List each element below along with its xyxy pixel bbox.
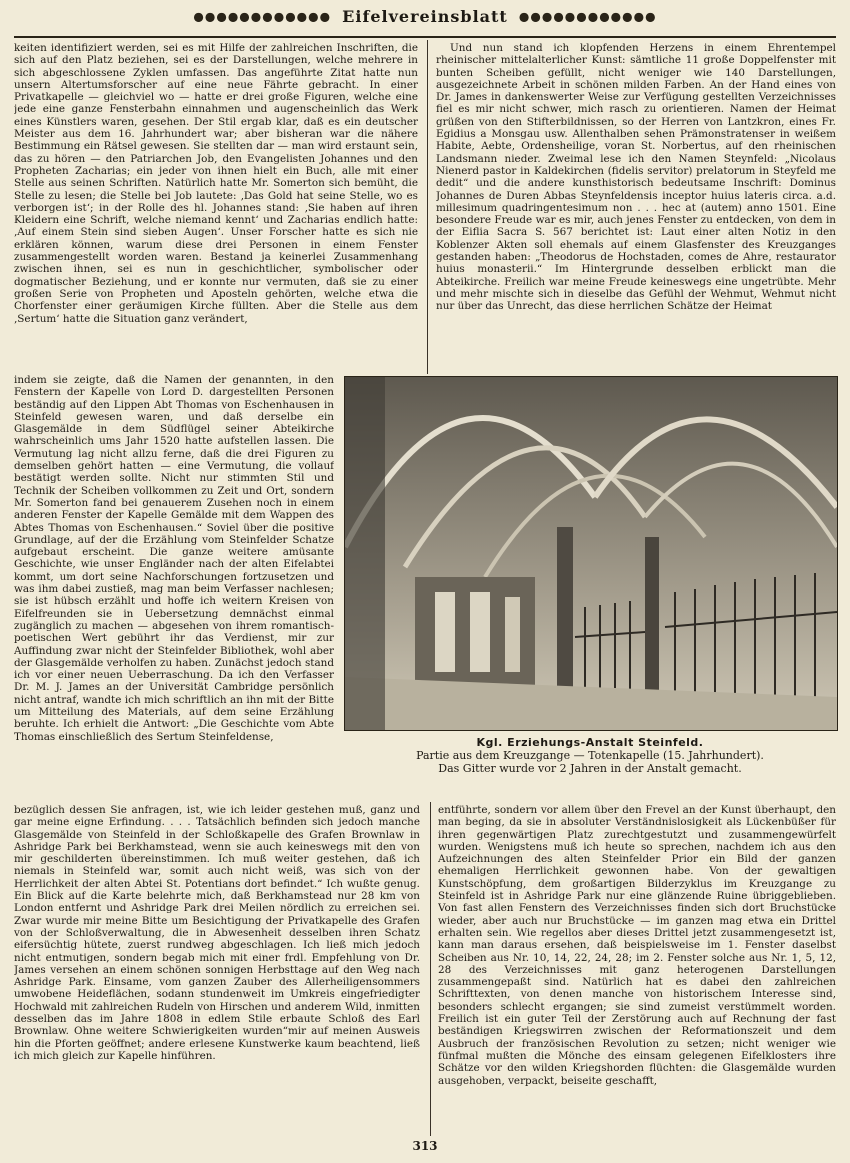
left-column-bottom: [14, 804, 420, 1130]
caption-line: Partie aus dem Kreuzgange — Totenkapelle (15. Jahrhundert).: [416, 749, 764, 762]
left-column-top: [14, 42, 418, 372]
journal-title: Eifelvereinsblatt: [342, 7, 508, 26]
page-header: [0, 6, 850, 34]
paragraph: entführte, sondern vor allem über den Frevel an der Kunst überhaupt, den man beging, da sie in absoluter Verständnislosigkeit als Lückenbüßer für ihren gegenwärtigen Platz zurechtgestutzt und zusammengewürfelt wurden. Wenigstens muß ich heute so sprechen, nachdem ich aus den Aufzeichnungen des alten Steinfelder Prior ein Bild der ganzen ehemaligen Herrlichkeit gewonnen habe. Von der gewaltigen Kunstschöpfung, dem großartigen Bilderzyklus im Kreuzgange zu Steinfeld ist in Ashridge Park nur eine glänzende Ruine übriggeblieben. Von fast allen Fenstern des Verzeichnisses finden sich dort Bruchstücke wieder, aber auch nur Bruchstücke — im ganzen mag etwa ein Drittel erhalten sein. Wie regellos aber dieses Drittel jetzt zusammengesetzt ist, kann man daraus ersehen, daß beispielsweise im 1. Fenster daselbst Scheiben aus Nr. 10, 14, 22, 24, 28; im 2. Fenster solche aus Nr. 1, 5, 12, 28 des Verzeichnisses mit ganz heterogenen Darstellungen zusammengepaßt sind. Natürlich hat es dabei den zahlreichen Schrifttexten, von denen manche von historischem Interesse sind, besonders schlecht ergangen; sie sind zumeist verstümmelt worden. Freilich ist ein guter Teil der Zerstörung auch auf Rechnung der fast beständigen Kriegswirren zwischen der Reformationszeit und dem Ausbruch der französischen Revolution zu setzen; nicht weniger wie fünfmal mußten die Mönche des einsam gelegenen Eifelklosters ihre Schätze vor den wilden Kriegshorden flüchten: die Glasgemälde wurden ausgehoben, verpackt, beiseite geschafft,: [438, 804, 836, 1087]
left-column-middle: [14, 374, 334, 804]
column-divider-bottom: [430, 802, 431, 1136]
paragraph: keiten identifiziert werden, sei es mit Hilfe der zahlreichen Inschriften, die sich auf den Platz beziehen, sei es der Darstellungen, welche mehrere in sich abgeschlossene Zyklen umfassen. Das angeführte Zitat hatte nun unsern Altertumsforscher auf eine neue Fährte gebracht. In einer Privatkapelle — gleichviel wo — hatte er drei große Figuren, welche eine jede eine ganze Fensterbahn einnahmen und augenscheinlich das Werk eines Künstlers waren, gesehen. Der Stil ergab klar, daß es ein deutscher Meister aus dem 16. Jahrhundert war; aber bisheran war die nähere Bestimmung ein Rätsel gewesen. Sie stellten dar — man wird erstaunt sein, das zu hören — den Patriarchen Job, den Evangelisten Johannes und den Propheten Zacharias; ein jeder von ihnen hielt ein Buch, alle mit einer Stelle aus seinen Schriften. Natürlich hatte Mr. Somerton sich bemüht, die Stelle zu lesen; die Stelle bei Job lautete: ‚Das Gold hat seine Stelle, wo es verborgen ist‘; in der Rolle des hl. Johannes stand: ‚Sie haben auf ihren Kleidern eine Schrift, welche niemand kennt‘ und Zacharias endlich hatte: ‚Auf einem Stein sind sieben Augen‘. Unser Forscher hatte es sich nie erklären können, warum diese drei Personen in einem Fenster zusammengestellt worden waren. Bestand ja keinerlei Zusammenhang zwischen ihnen, sei es nun in geschichtlicher, symbolischer oder dogmatischer Beziehung, und er konnte nur vermuten, daß sie zu einer großen Serie von Propheten und Aposteln gehörten, welche etwa die Chorfenster einer geräumigen Kirche füllten. Aber die Stelle aus dem ‚Sertum‘ hatte die Situation ganz verändert,: [14, 42, 418, 325]
caption-line: Das Gitter wurde vor 2 Jahren in der Anstalt gemacht.: [438, 762, 742, 775]
paragraph: Und nun stand ich klopfenden Herzens in einem Ehrentempel rheinischer mittelalterlicher Kunst: sämtliche 11 große Doppelfenster mit bunten Scheiben gefüllt, nicht weniger wie 140 Darstellungen, ausgezeichnete Arbeit in schönen milden Farben. An der Hand eines von Dr. James in dankenswerter Weise zur Verfügung gestellten Verzeichnisses fiel es mir nicht schwer, mich rasch zu orientieren. Namen der Heimat grüßen von den Stifterbildnissen, so der Herren von Lantzkron, eines Fr. Egidius a Monsgau usw. Allenthalben sehen Prämonstratenser in weißem Habite, Aebte, Ordensheilige, voran St. Norbertus, auf den rheinischen Landsmann nieder. Zweimal lese ich den Namen Steynfeld: „Nicolaus Nienerd pastor in Kaldekirchen (fidelis servitor) prelatorum in Steyfeld me dedit“ und die andere kunsthistorisch bedeutsame Inschrift: Dominus Johannes de Duren Abbas Steynfeldensis inceptor huius lateris circa. a.d. millesimum quadringentesimum non . . . hec at (autem) anno 1501. Eine besondere Freude war es mir, auch jenes Fenster zu entdecken, von dem in der Eiflia Sacra S. 567 berichtet ist: Laut einer alten Notiz in den Koblenzer Akten soll ehemals auf einem Glasfenster des Kreuzganges gestanden haben: „Theodorus de Hochstaden, comes de Ahre, restaurator huius monasterii.“ Im Hintergrunde desselben erblickt man die Abteikirche. Freilich war meine Freude keineswegs eine ungetrübte. Mehr und mehr mischte sich in dieselbe das Gefühl der Wehmut, Wehmut nicht nur über das Unrecht, das diese herrlichen Schätze der Heimat: [436, 42, 836, 313]
paragraph: bezüglich dessen Sie anfragen, ist, wie ich leider gestehen muß, ganz und gar meine eigne Erfindung. . . . Tatsächlich befinden sich jedoch manche Glasgemälde von Steinfeld in der Schloßkapelle des Grafen Brownlaw in Ashridge Park bei Berkhamstead, wenn sie auch keineswegs mit den von mir geschilderten übereinstimmen. Ich muß weiter gestehen, daß ich niemals in Steinfeld war, somit auch nicht weiß, was sich von der Herrlichkeit der alten Abtei St. Potentians dort befindet.“ Ich wußte genug. Ein Blick auf die Karte belehrte mich, daß Berkhamstead nur 28 km von London entfernt und Ashridge Park drei Meilen nördlich zu erreichen sei. Zwar wurde mir meine Bitte um Besichtigung der Privatkapelle des Grafen von der Schloßverwaltung, die in Abwesenheit desselben ihren Schatz eifersüchtig hütete, zuerst rundweg abgeschlagen. Ich ließ mich jedoch nicht entmutigen, sondern begab mich mit einer frdl. Empfehlung von Dr. James versehen an einem schönen sonnigen Herbsttage auf den Weg nach Ashridge Park. Einsame, vom ganzen Zauber des Allerheiligensommers umwobene Heideflächen, sodann stundenweit im Umkreis eingefriedigter Hochwald mit zahlreichen Rudeln von Hirschen und anderem Wild, inmitten desselben das im Jahre 1808 in edlem Stile erbaute Schloß des Earl Brownlaw. Ohne weitere Schwierigkeiten wurden“mir auf meinen Ausweis hin die Pforten geöffnet; andere erlesene Kunstwerke kaum beachtend, ließ ich mich gleich zur Kapelle hinführen.: [14, 804, 420, 1062]
header-ornament-left: ●●●●●●●●●●●●: [193, 9, 332, 24]
caption-title: Kgl. Erziehungs-Anstalt Steinfeld.: [476, 736, 704, 749]
right-column-bottom: [438, 804, 836, 1130]
photo-caption: [344, 736, 836, 775]
page-number: 313: [412, 1139, 438, 1153]
cloister-photo: [344, 376, 838, 731]
header-rule: [14, 36, 836, 38]
right-column-top: [436, 42, 836, 372]
header-ornament-right: ●●●●●●●●●●●●: [518, 9, 657, 24]
paragraph: indem sie zeigte, daß die Namen der genannten, in den Fenstern der Kapelle von Lord D. dargestellten Personen beständig auf den Lippen Abt Thomas von Eschenhausen in Steinfeld gewesen waren, und daß derselbe ein Glasgemälde in dem Südflügel seiner Abteikirche wahrscheinlich ums Jahr 1520 hatte aufstellen lassen. Die Vermutung lag nicht allzu ferne, daß die drei Figuren zu demselben gehört hatten — eine Vermutung, die vollauf bestätigt werden sollte. Nicht nur stimmten Stil und Technik der Scheiben vollkommen zu Zeit und Ort, sondern Mr. Somerton fand bei genauerem Zusehen noch in einem anderen Fenster der Kapelle Gemälde mit dem Wappen des Abtes Thomas von Eschenhausen.“ Soviel über die positive Grundlage, auf der die Erzählung vom Steinfelder Schatze aufgebaut erscheint. Die ganze weitere amüsante Geschichte, wie unser Engländer nach der alten Eifelabtei kommt, um dort seine Nachforschungen fortzusetzen und was ihm dabei zustieß, mag man beim Verfasser nachlesen; sie ist hübsch erzählt und hoffe ich weitern Kreisen von Eifelfreunden sie in Uebersetzung demnächst einmal zugänglich zu machen — abgesehen von ihrem romantisch-poetischen Wert gebührt ihr das Verdienst, mir zur Auffindung zwar nicht der Steinfelder Bibliothek, wohl aber der Glasgemälde verholfen zu haben. Zunächst jedoch stand ich vor einer neuen Ueberraschung. Da ich den Verfasser Dr. M. J. James an der Universität Cambridge persönlich nicht antraf, wandte ich mich schriftlich an ihn mit der Bitte um Mitteilung des Materials, auf dem seine Erzählung beruhte. Ich erhielt die Antwort: „Die Geschichte vom Abte Thomas einschließlich des Sertum Steinfeldense,: [14, 374, 334, 743]
column-divider-top: [427, 40, 428, 374]
